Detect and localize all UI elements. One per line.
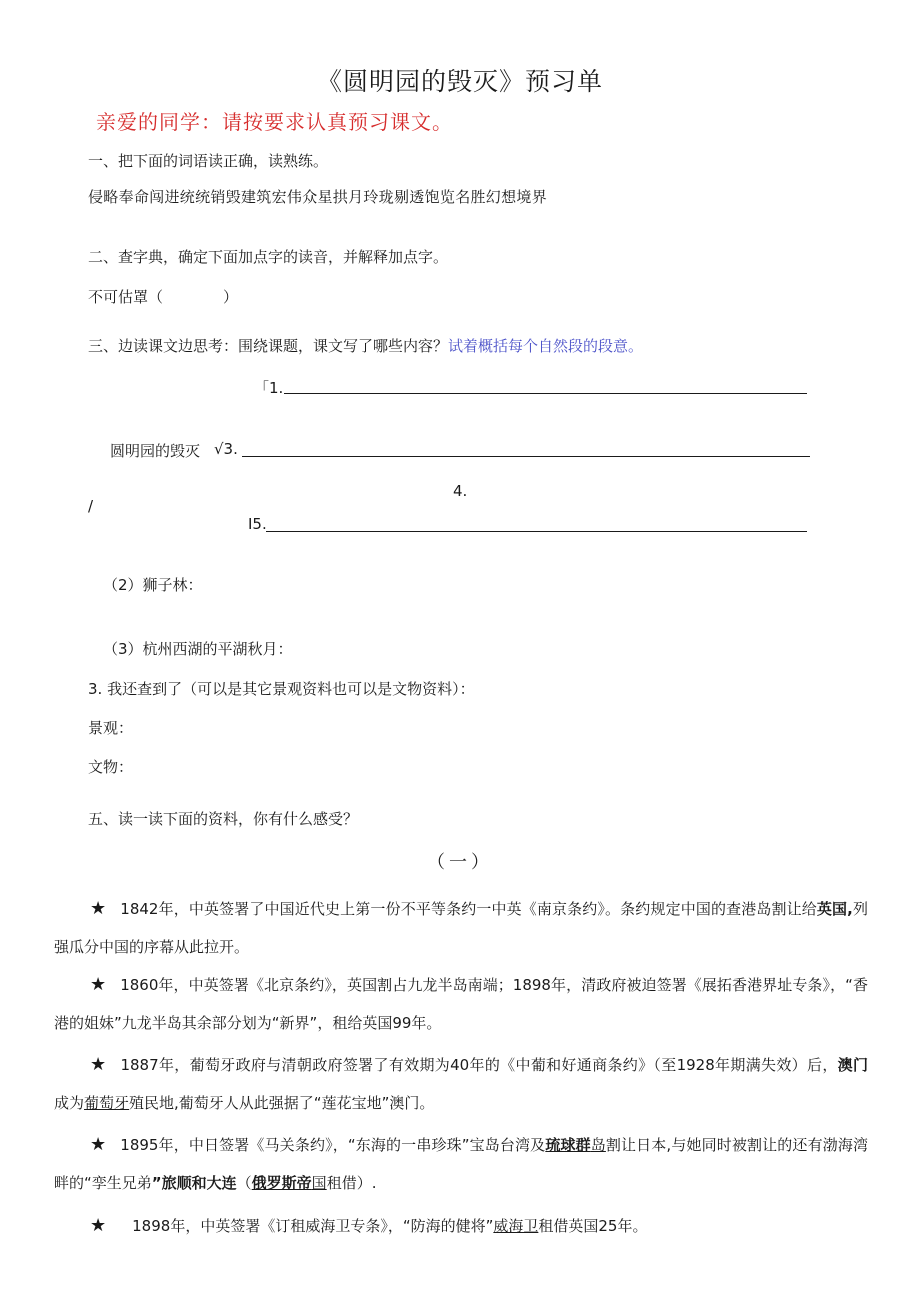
section3-hint: 试着概括每个自然段的段意。 — [448, 337, 644, 355]
star-icon: ★ — [90, 1134, 107, 1155]
history-paragraph-3: ★ 1887年，葡萄牙政府与清朝政府签署了有效期为40年的《中葡和好通商条约》（至1928年期满失效）后，澳门成为葡萄牙殖民地,葡萄牙人从此强据了“莲花宝地”澳门。 — [54, 1054, 868, 1112]
star-icon: ★ — [90, 898, 107, 919]
outline-item-1-blank[interactable] — [284, 393, 807, 394]
history-paragraph-2: ★ 1860年，中英签署《北京条约》，英国割占九龙半岛南端；1898年，清政府被迫签署《展拓香港界址专条》，“香港的姐妹”九龙半岛其余部分划为“新界”，租给英国99年。 — [54, 974, 868, 1032]
section2-heading: 二、查字典，确定下面加点字的读音，并解释加点字。 — [88, 248, 449, 266]
pronunciation-item: 不可估罩（ ） — [88, 288, 239, 306]
found-info-item: 3. 我还查到了（可以是其它景观资料也可以是文物资料）： — [88, 680, 475, 698]
outline-item-1-label: 「1. — [254, 379, 284, 397]
star-icon: ★ — [90, 1215, 107, 1236]
history-paragraph-1: ★ 1842年，中英签署了中国近代史上第一份不平等条约一中英《南京条约》。条约规定中国的查港岛割让给英国,列强瓜分中国的序幕从此拉开。 — [54, 898, 868, 956]
west-lake-item: （3）杭州西湖的平湖秋月： — [103, 640, 293, 658]
greeting-text: 亲爱的同学：请按要求认真预习课文。 — [96, 110, 453, 134]
page-title: 《圆明园的毁灭》预习单 — [316, 67, 603, 96]
history-paragraph-5: ★ 1898年，中英签署《订租威海卫专条》，“防海的健将”威海卫租借英国25年。 — [90, 1215, 648, 1236]
outline-slash-mark: / — [88, 497, 94, 515]
outline-item-5-blank[interactable] — [266, 531, 807, 532]
section3-question: 三、边读课文边思考：围绕课题，课文写了哪些内容？ — [88, 337, 449, 355]
landscape-label: 景观： — [88, 719, 134, 737]
relic-label: 文物： — [88, 758, 134, 776]
star-icon: ★ — [90, 1054, 107, 1075]
outline-item-3-blank[interactable] — [242, 456, 810, 457]
star-icon: ★ — [90, 974, 107, 995]
outline-item-4-label: 4. — [453, 482, 468, 500]
outline-bracket-label: 圆明园的毁灭 — [110, 442, 201, 460]
lion-grove-item: （2）狮子林： — [103, 576, 203, 594]
section3-heading — [88, 335, 643, 356]
section5-heading: 五、读一读下面的资料，你有什么感受？ — [88, 810, 359, 828]
word-list: 侵略奉命闯进统统销毁建筑宏伟众星拱月玲珑剔透饱览名胜幻想境界 — [88, 188, 548, 206]
outline-item-3-label: √3. — [214, 440, 238, 458]
history-paragraph-4: ★ 1895年，中日签署《马关条约》，“东海的一串珍珠”宝岛台湾及琉球群岛割让日本,与她同时被割让的还有渤海湾畔的“孪生兄弟”旅顺和大连（俄罗斯帝国租借）. — [54, 1134, 868, 1192]
material-sub-heading: （一） — [427, 852, 493, 873]
outline-item-5-label: I5. — [248, 515, 267, 533]
section1-heading: 一、把下面的词语读正确，读熟练。 — [88, 152, 329, 170]
